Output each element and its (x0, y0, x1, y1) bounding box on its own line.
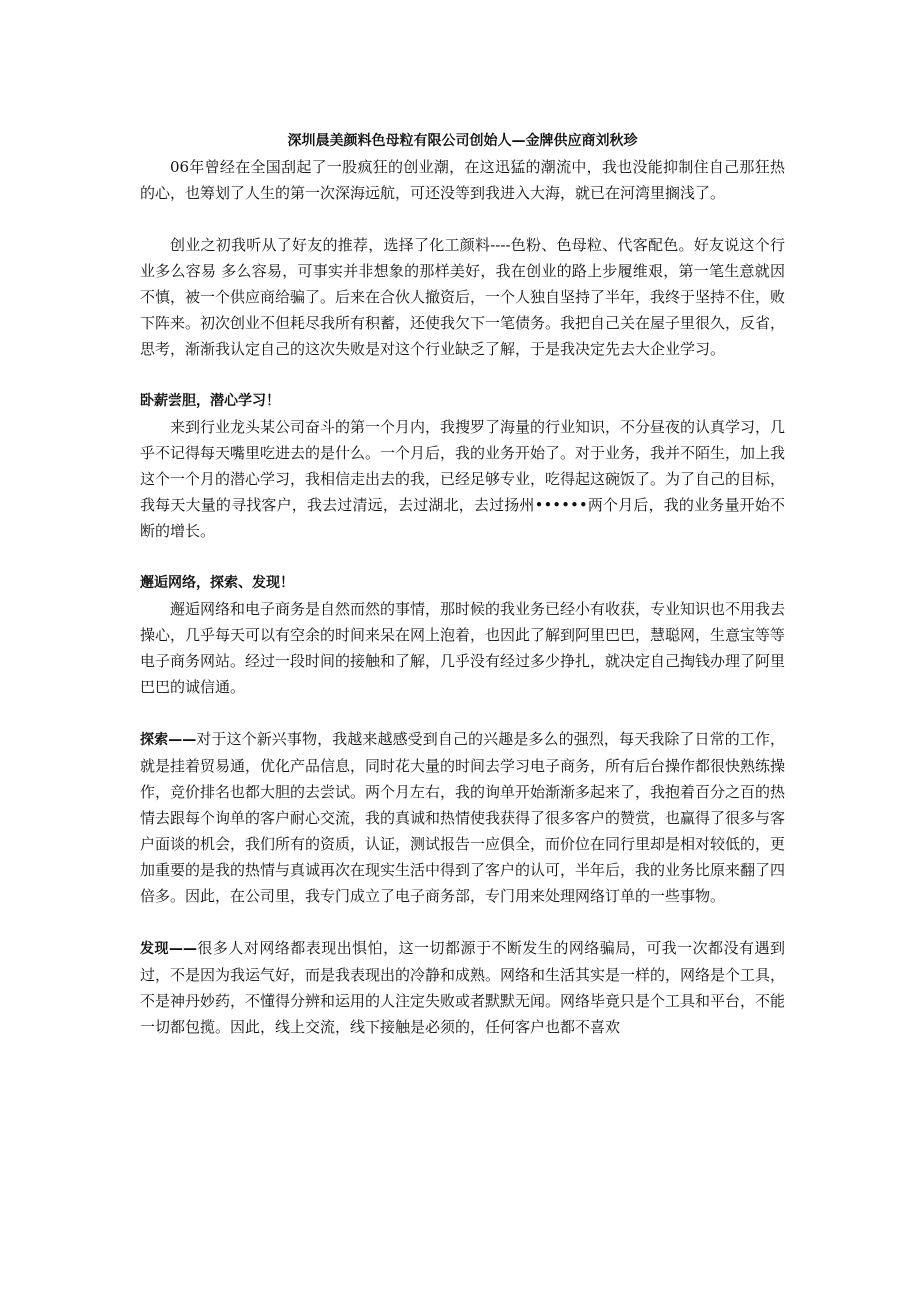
document-page (140, 128, 785, 1040)
discover-lead: 发现—— (140, 941, 197, 957)
document-title: 深圳晨美颜料色母粒有限公司创始人—金牌供应商刘秋珍 (287, 133, 638, 149)
explore-body: 对于这个新兴事物，我越来越感受到自己的兴趣是多么的强烈，每天我除了日常的工作，就是挂着贸易通，优化产品信息，同时花大量的时间去学习电子商务，所有后台操作都很快熟练操作，竞价排名也都大胆的去尝试。两个月左右，我的询单开始渐渐多起来了，我抱着百分之百的热情去跟每个询单的客户耐心交流，我的真诚和热情使我获得了很多客户的赞赏，也赢得了很多与客户面谈的机会，我们所有的资质，认证，测试报告一应俱全，而价位在同行里却是相对较低的，更加重要的是我的热情与真诚再次在现实生活中得到了客户的认可，半年后，我的业务比原来翻了四倍多。因此，在公司里，我专门成立了电子商务部，专门用来处理网络订单的一些事物。 (140, 730, 786, 905)
discover-body: 很多人对网络都表现出惧怕，这一切都源于不断发生的网络骗局，可我一次都没有遇到过，不是因为我运气好，而是我表现出的冷静和成熟。网络和生活其实是一样的，网络是个工具，不是神丹妙药，不懂得分辨和运用的人注定失败或者默默无闻。网络毕竟只是个工具和平台，不能一切都包揽。因此，线上交流，线下接触是必须的，任何客户也都不喜欢 (140, 939, 786, 1036)
study-paragraph: 来到行业龙头某公司奋斗的第一个月内，我搜罗了海量的行业知识，不分昼夜的认真学习，几乎不记得每天嘴里吃进去的是什么。一个月后，我的业务开始了。对于业务，我并不陌生，加上我这个一个月的潜心学习，我相信走出去的我，已经足够专业，吃得起这碗饭了。为了自己的目标，我每天大量的寻找客户，我去过清远，去过湖北，去过扬州••••••两个月后，我的业务量开始不断的增长。 (140, 418, 786, 540)
spacer (140, 544, 785, 570)
intro-paragraph: 06年曾经在全国刮起了一股疯狂的创业潮，在这迅猛的潮流中，我也没能抑制住自己那狂热的心，也筹划了人生的第一次深海远航，可还没等到我进入大海，就已在河湾里搁浅了。 (140, 158, 785, 202)
section-heading-network: 邂逅网络，探索、发现！ (140, 575, 294, 591)
startup-paragraph: 创业之初我听从了好友的推荐，选择了化工颜料----色粉、色母粒、代客配色。好友说这个行业多么容易 多么容易，可事实并非想象的那样美好，我在创业的路上步履维艰，第一笔生意就因不慎，被一个供应商给骗了。后来在合伙人撤资后，一个人独自坚持了半年，我终于坚持不住，败下阵来。初次创业不但耗尽我所有积蓄，还使我欠下一笔债务。我把自己关在屋子里很久，反省，思考，渐渐我认定自己的这次失败是对这个行业缺乏了解，于是我决定先去大企业学习。 (140, 236, 786, 358)
section-heading-study: 卧薪尝胆，潜心学习！ (140, 393, 280, 409)
spacer (140, 909, 785, 935)
network-paragraph: 邂逅网络和电子商务是自然而然的事情，那时候的我业务已经小有收获，专业知识也不用我去操心，几乎每天可以有空余的时间来呆在网上泡着，也因此了解到阿里巴巴，慧聪网，生意宝等等电子商务网站。经过一段时间的接触和了解，几乎没有经过多少挣扎，就决定自己掏钱办理了阿里巴巴的诚信通。 (140, 600, 786, 696)
discover-paragraph (140, 935, 785, 1040)
spacer (140, 700, 785, 726)
explore-lead: 探索—— (140, 732, 197, 748)
explore-paragraph (140, 726, 785, 909)
spacer (140, 206, 785, 232)
spacer (140, 362, 785, 388)
